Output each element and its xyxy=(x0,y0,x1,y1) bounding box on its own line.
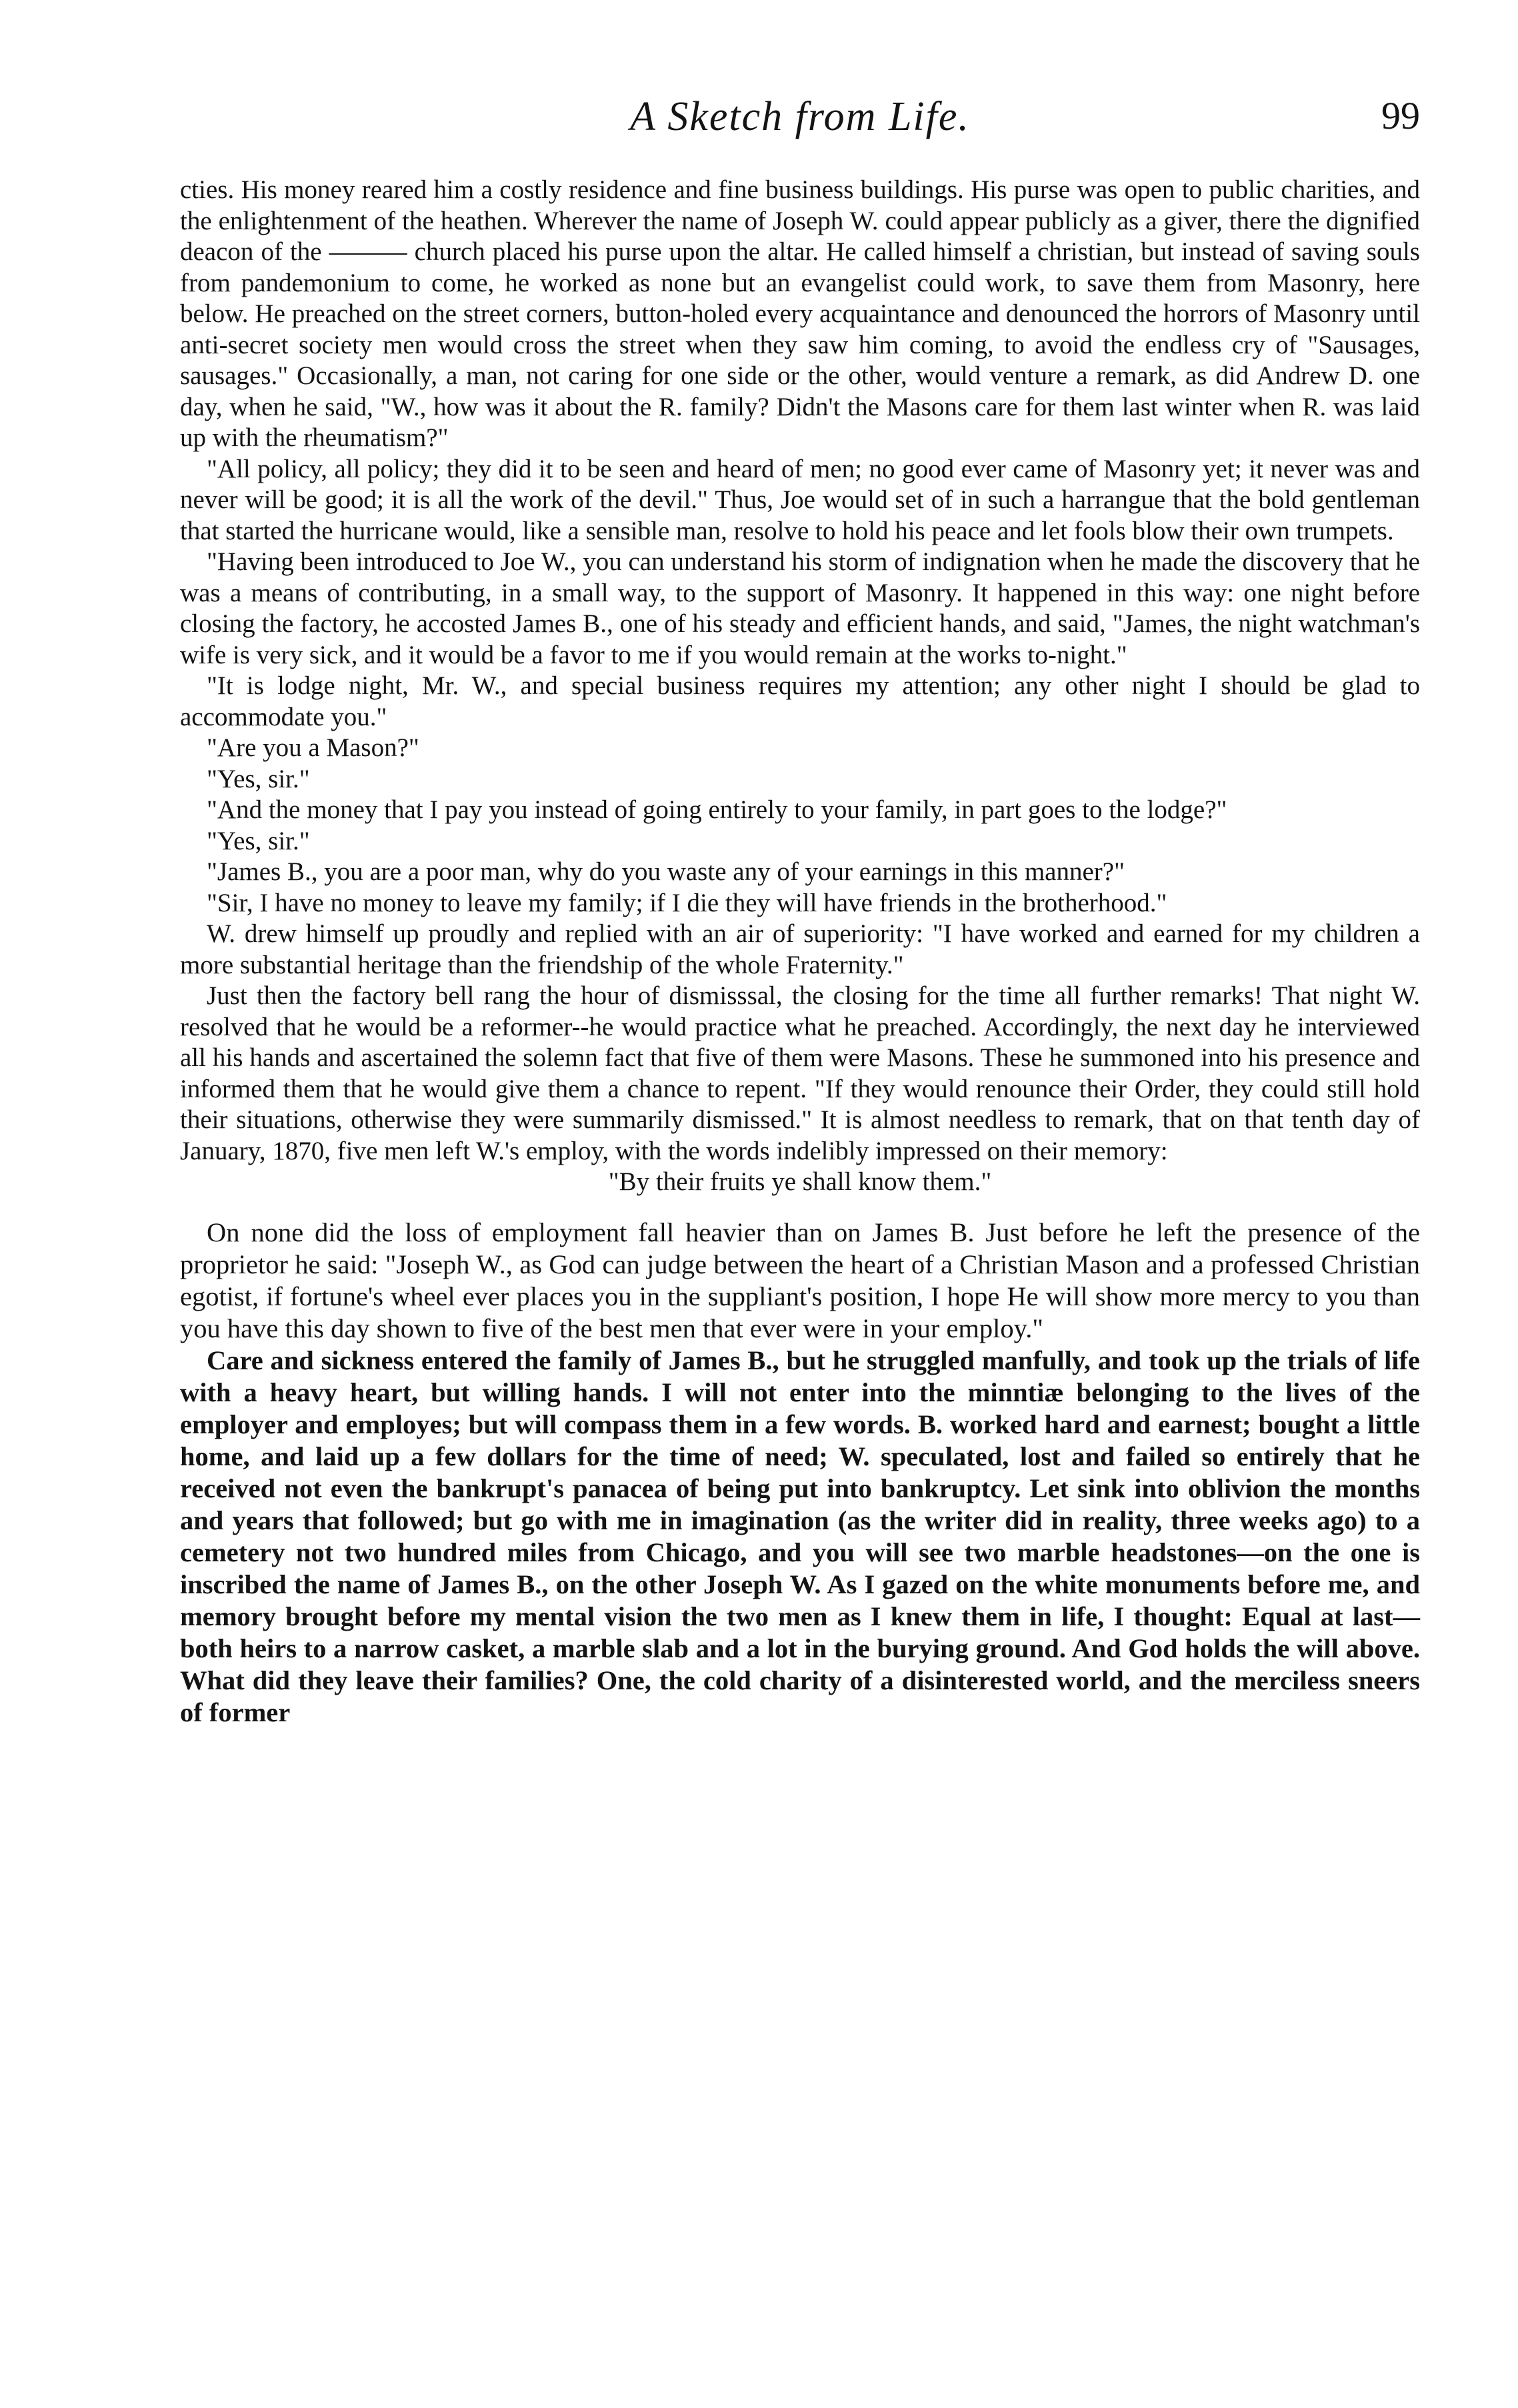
paragraph: "All policy, all policy; they did it to be seen and heard of men; no good ever came of Masonry yet; it never was and never will be good; it is all the work of the devil." Thus, Joe would set of in such a harrangue that the bold gentleman that started the hurricane would, like a sensible man, resolve to hold his peace and let fools blow their own trumpets. xyxy=(180,454,1420,545)
running-head xyxy=(180,93,1420,160)
paragraph: "Are you a Mason?" xyxy=(207,733,419,762)
paragraph: "Having been introduced to Joe W., you can understand his storm of indignation when he made the discovery that he was a means of contributing, in a small way, to the support of Masonry. It happened in this way: one night before closing the factory, he accosted James B., one of his steady and efficient hands, and said, "James, the night watchman's wife is very sick, and it would be a favor to me if you would remain at the works to-night." xyxy=(180,547,1420,669)
paragraph: "It is lodge night, Mr. W., and special business requires my attention; any other night I should be glad to accommodate you." xyxy=(180,671,1420,731)
paragraph: Just then the factory bell rang the hour of dismisssal, the closing for the time all further remarks! That night W. resolved that he would be a reformer--he would practice what he preached. Accordingly, the next day he interviewed all his hands and ascertained the solemn fact that five of them were Masons. These he summoned into his presence and informed them that he would give them a chance to repent. "If they would renounce their Order, they could still hold their situations, otherwise they were summarily dismissed." It is almost needless to remark, that on that tenth day of January, 1870, five men left W.'s employ, with the words indelibly impressed on their memory: xyxy=(180,981,1420,1165)
paragraph: W. drew himself up proudly and replied with an air of superiority: "I have worked and earned for my children a more substantial heritage than the friendship of the whole Fraternity." xyxy=(180,919,1420,979)
scripture-quote: "By their fruits ye shall know them." xyxy=(608,1167,992,1196)
paragraph: "Yes, sir." xyxy=(207,764,310,793)
body-text xyxy=(180,175,1420,1729)
paragraph: "Yes, sir." xyxy=(207,826,310,855)
paragraph: On none did the loss of employment fall heavier than on James B. Just before he left the presence of the proprietor he said: "Joseph W., as God can judge between the heart of a Christian Mason and a professed Christian egotist, if fortune's wheel ever places you in the suppliant's position, I hope He will show more mercy to you than you have this day shown to five of the best men that ever were in your employ." xyxy=(180,1217,1420,1343)
paragraph: cties. His money reared him a costly residence and fine business buildings. His purse was open to public charities, and the enlightenment of the heathen. Wherever the name of Joseph W. could appear publicly as a giver, there the dignified deacon of the ——— church placed his purse upon the altar. He called himself a christian, but instead of saving souls from pandemonium to come, he worked as none but an evangelist could work, to save them from Masonry, here below. He preached on the street corners, button-holed every acquaintance and denounced the horrors of Masonry until anti-secret society men would cross the street when they saw him coming, to avoid the endless cry of "Sausages, sausages." Occasionally, a man, not caring for one side or the other, would venture a remark, as did Andrew D. one day, when he said, "W., how was it about the R. family? Didn't the Masons care for them last winter when R. was laid up with the rheumatism?" xyxy=(180,175,1420,452)
paragraph: "And the money that I pay you instead of going entirely to your family, in part goes to the lodge?" xyxy=(207,795,1227,824)
running-title: A Sketch from Life. xyxy=(630,94,970,139)
paragraph: "Sir, I have no money to leave my family; if I die they will have friends in the brotherhood." xyxy=(207,888,1167,917)
lower-section xyxy=(180,1217,1420,1729)
paragraph: Care and sickness entered the family of James B., but he struggled manfully, and took up the trials of life with a heavy heart, but willing hands. I will not enter into the minntiæ belonging to the lives of the employer and employes; but will compass them in a few words. B. worked hard and earnest; bought a little home, and laid up a few dollars for the time of need; W. speculated, lost and failed so entirely that he received not even the bankrupt's panacea of being put into bankruptcy. Let sink into oblivion the months and years that followed; but go with me in imagination (as the writer did in reality, three weeks ago) to a cemetery not two hundred miles from Chicago, and you will see two marble headstones—on the one is inscribed the name of James B., on the other Joseph W. As I gazed on the white monuments before me, and memory brought before my mental vision the two men as I knew them in life, I thought: Equal at last—both heirs to a narrow casket, a marble slab and a lot in the burying ground. And God holds the will above. What did they leave their families? One, the cold charity of a disinterested world, and the merciless sneers of former xyxy=(180,1345,1420,1727)
page-number: 99 xyxy=(1381,94,1420,137)
paragraph: "James B., you are a poor man, why do you waste any of your earnings in this manner?" xyxy=(207,857,1125,886)
